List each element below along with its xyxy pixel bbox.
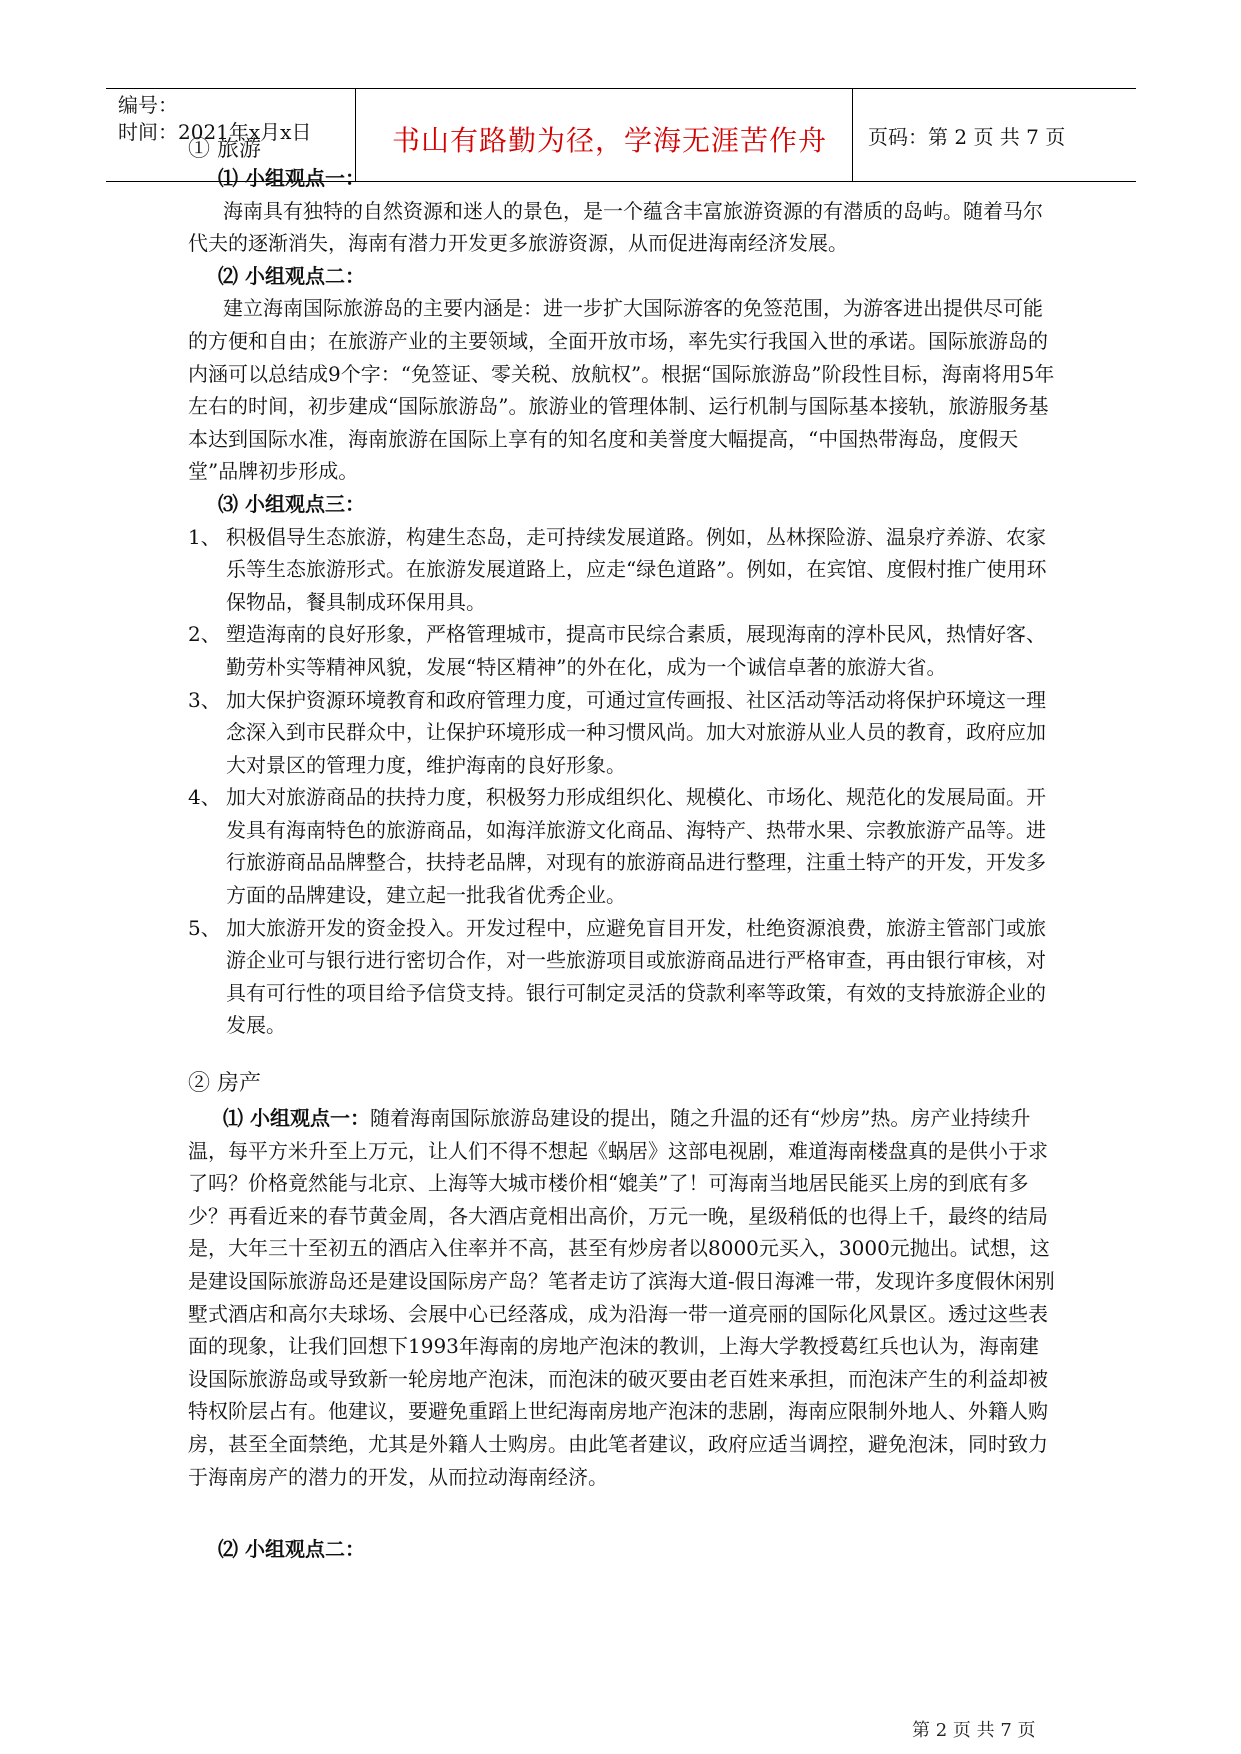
tourism-view1-heading: ⑴ 小组观点一：: [218, 166, 365, 190]
document-body: [188, 130, 1058, 1566]
list-item-text: 积极倡导生态旅游，构建生态岛，走可持续发展道路。例如，丛林探险游、温泉疗养游、农家乐等生态旅游形式。在旅游发展道路上，应走“绿色道路”。例如，在宾馆、度假村推广使用环保物品，餐具制成环保用具。: [226, 524, 1047, 614]
tourism-view3-heading: ⑶ 小组观点三：: [218, 491, 365, 516]
list-item-number: 5、: [188, 915, 221, 940]
tourism-view2-text: 建立海南国际旅游岛的主要内涵是：进一步扩大国际游客的免签范围，为游客进出提供尽可能的方便和自由；在旅游产业的主要领域，全面开放市场，率先实行我国入世的承诺。国际旅游岛的内涵可以总结成9个字：“免签证、零关税、放航权”。根据“国际旅游岛”阶段性目标，海南将用5年左右的时间，初步建成“国际旅游岛”。旅游业的管理体制、运行机制与国际基本接轨，旅游服务基本达到国际水准，海南旅游在国际上享有的知名度和美誉度大幅提高，“中国热带海岛，度假天堂”品牌初步形成。: [188, 296, 1055, 484]
section-title-real-estate: ② 房产: [188, 1071, 261, 1097]
list-item-number: 4、: [188, 785, 221, 810]
tourism-view2-heading: ⑵ 小组观点二：: [218, 263, 365, 288]
list-item-number: 1、: [188, 524, 221, 549]
list-item: [188, 781, 1058, 911]
list-item-text: 加大保护资源环境教育和政府管理力度，可通过宣传画报、社区活动等活动将保护环境这一理念深入到市民群众中，让保护环境形成一种习惯风尚。加大对旅游从业人员的教育，政府应加大对景区的管理力度，维护海南的良好形象。: [226, 687, 1046, 777]
list-item-text: 塑造海南的良好形象，严格管理城市，提高市民综合素质，展现海南的淳朴民风，热情好客、勤劳朴实等精神风貌，发展“特区精神”的外在化，成为一个诚信卓著的旅游大省。: [226, 622, 1046, 679]
header-motto: 书山有路勤为径，学海无涯苦作舟: [392, 124, 828, 157]
list-item-number: 3、: [188, 687, 221, 712]
header-top-rule: [106, 88, 1136, 89]
real-estate-view1-text: 随着海南国际旅游岛建设的提出，随之升温的还有“炒房”热。房产业持续升温，每平方米升至上万元，让人们不得不想起《蜗居》这部电视剧，难道海南楼盘真的是供小于求了吗？价格竟然能与北京、上海等大城市楼价相“媲美”了！可海南当地居民能买上房的到底有多少？再看近来的春节黄金周，各大酒店竟相出高价，万元一晚，星级稍低的也得上千，最终的结局是，大年三十至初五的酒店入住率并不高，甚至有炒房者以8000元买入，3000元抛出。试想，这是建设国际旅游岛还是建设国际房产岛？笔者走访了滨海大道-假日海滩一带，发现许多度假休闲别墅式酒店和高尔夫球场、会展中心已经落成，成为沿海一带一道亮丽的国际化风景区。透过这些表面的现象，让我们回想下1993年海南的房地产泡沫的教训，上海大学教授葛红兵也认为，海南建设国际旅游岛或导致新一轮房地产泡沫，而泡沫的破灭要由老百姓来承担，而泡沫产生的利益却被特权阶层占有。他建议，要避免重蹈上世纪海南房地产泡沫的悲剧，海南应限制外地人、外籍人购房，甚至全面禁绝，尤其是外籍人士购房。由此笔者建议，政府应适当调控，避免泡沫，同时致力于海南房产的潜力的开发，从而拉动海南经济。: [188, 1106, 1055, 1489]
header-number-label: 编号：: [118, 93, 178, 117]
header-page-label: 页码：第 2 页 共 7 页: [868, 125, 1066, 149]
real-estate-view1-heading: ⑴ 小组观点一：: [223, 1106, 370, 1131]
list-item: [188, 684, 1058, 782]
section-title-tourism: ① 旅游: [188, 137, 261, 162]
list-item-text: 加大对旅游商品的扶持力度，积极努力形成组织化、规模化、市场化、规范化的发展局面。开发具有海南特色的旅游商品，如海洋旅游文化商品、海特产、热带水果、宗教旅游产品等。进行旅游商品品牌整合，扶持老品牌，对现有的旅游商品进行整理，注重土特产的开发，开发多方面的品牌建设，建立起一批我省优秀企业。: [226, 785, 1046, 908]
real-estate-view2-heading: ⑵ 小组观点二：: [218, 1537, 365, 1562]
list-item-text: 加大旅游开发的资金投入。开发过程中，应避免盲目开发，杜绝资源浪费，旅游主管部门或旅游企业可与银行进行密切合作，对一些旅游项目或旅游商品进行严格审查，再由银行审核，对具有可行性的项目给予信贷支持。银行可制定灵活的贷款利率等政策，有效的支持旅游企业的发展。: [226, 915, 1046, 1038]
page-footer: 第 2 页 共 7 页: [912, 1720, 1036, 1741]
list-item: [188, 521, 1058, 619]
list-item: [188, 912, 1058, 1042]
tourism-view1-text: 海南具有独特的自然资源和迷人的景色，是一个蕴含丰富旅游资源的有潜质的岛屿。随着马尔代夫的逐渐消失，海南有潜力开发更多旅游资源，从而促进海南经济发展。: [188, 198, 1043, 256]
list-item: [188, 618, 1058, 683]
real-estate-view1: [188, 1102, 1058, 1493]
list-item-number: 2、: [188, 622, 221, 647]
header-time-label: 时间：2021年x月x日: [118, 120, 312, 144]
